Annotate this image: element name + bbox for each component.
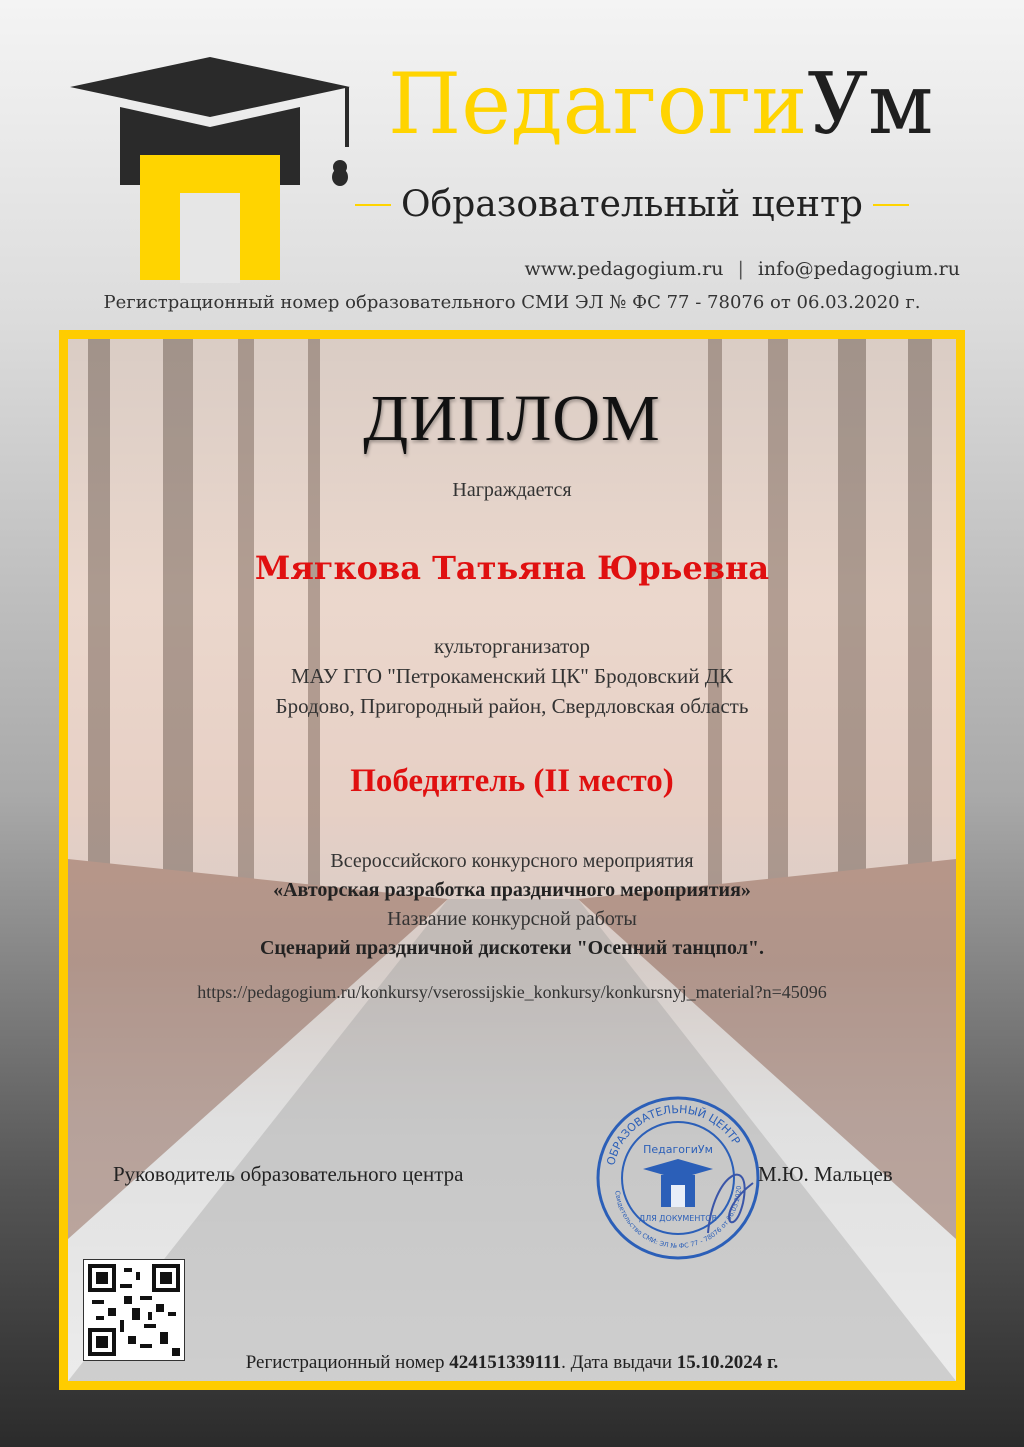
media-registration: Регистрационный номер образовательного СМИ ЭЛ № ФС 77 - 78076 от 06.03.2020 г.: [103, 292, 921, 313]
leader-signature-name: М.Ю. Мальцев: [758, 1162, 893, 1186]
graduation-cap-logo-icon: [60, 55, 360, 285]
leader-title: Руководитель образовательного центра: [113, 1162, 464, 1186]
brand-subtitle: Образовательный центр: [355, 184, 965, 225]
svg-text:ПедагогиУм: ПедагогиУм: [643, 1143, 713, 1156]
qr-code-icon[interactable]: [83, 1259, 185, 1361]
email-link[interactable]: info@pedagogium.ru: [757, 258, 960, 280]
svg-text:Свидетельство СМИ: ЭЛ № ФС 77: Свидетельство СМИ: ЭЛ № ФС 77 - 78076 от 06.03.2020: [613, 1185, 744, 1251]
award-place: Победитель (II место): [350, 763, 674, 799]
contest-info: [68, 847, 956, 963]
work-label: Название конкурсной работы: [387, 908, 637, 930]
svg-text:ОБРАЗОВАТЕЛЬНЫЙ ЦЕНТР: ОБРАЗОВАТЕЛЬНЫЙ ЦЕНТР: [604, 1102, 743, 1167]
recipient-position: культорганизатор: [433, 634, 591, 658]
recipient-name: Мягкова Татьяна Юрьевна: [254, 549, 770, 587]
issue-date: 15.10.2024 г.: [676, 1352, 779, 1373]
material-url-link[interactable]: https://pedagogium.ru/konkursy/vserossijskie_konkursy/konkursnyj_material?n=45096: [197, 982, 827, 1002]
contest-type: Всероссийского конкурсного мероприятия: [330, 850, 694, 872]
diploma-frame: [59, 330, 965, 1390]
header: [0, 0, 1024, 330]
recipient-location: Бродово, Пригородный район, Свердловская область: [275, 694, 749, 718]
registration-number: 424151339111: [449, 1352, 562, 1373]
website-link[interactable]: www.pedagogium.ru: [524, 258, 724, 280]
brand-logo-text: ПедагогиУм: [388, 55, 934, 153]
recipient-organization: МАУ ГГО "Петрокаменский ЦК" Бродовский ДК: [290, 664, 734, 688]
official-stamp-icon: [593, 1093, 763, 1263]
diploma-title: ДИПЛОМ: [363, 382, 661, 455]
contest-name: «Авторская разработка праздничного мероприятия»: [273, 879, 751, 901]
registration-line: Регистрационный номер 424151339111. Дата выдачи 15.10.2024 г.: [245, 1352, 779, 1373]
svg-text:ДЛЯ ДОКУМЕНТОВ: ДЛЯ ДОКУМЕНТОВ: [638, 1214, 718, 1223]
contacts: www.pedagogium.ru | info@pedagogium.ru: [524, 258, 960, 280]
work-title: Сценарий праздничной дискотеки "Осенний танцпол".: [259, 937, 765, 959]
recipient-info: [68, 631, 956, 721]
awarded-label: Награждается: [452, 479, 572, 501]
